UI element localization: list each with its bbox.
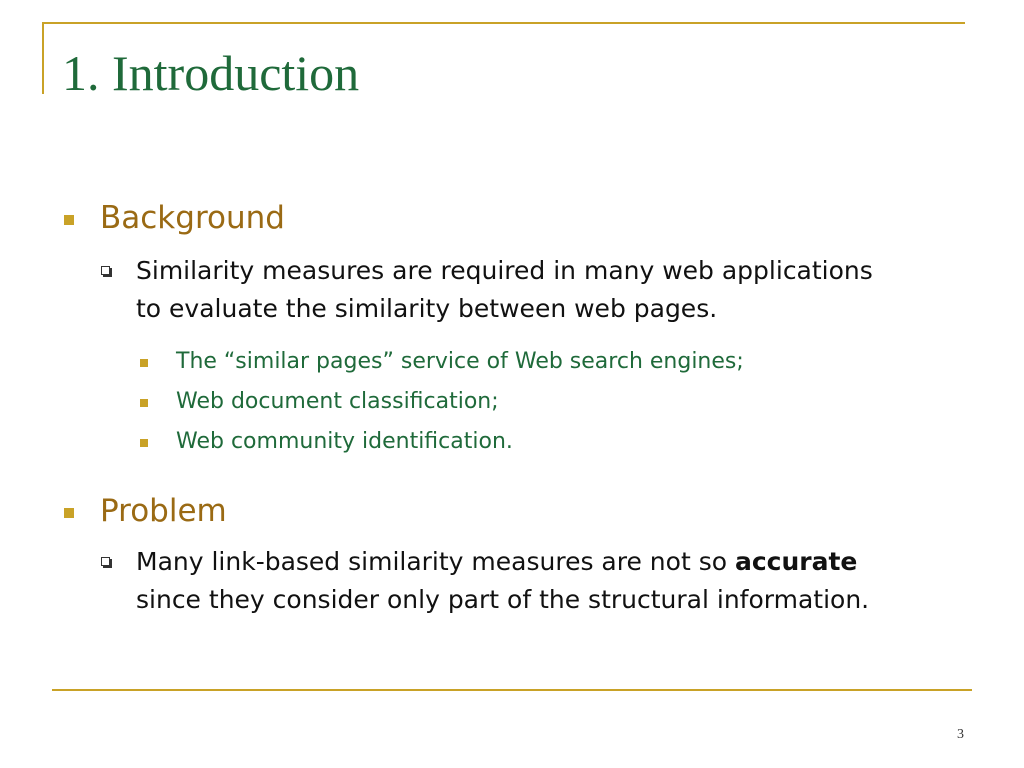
square-bullet-icon <box>64 508 74 518</box>
background-point-line-1: Similarity measures are required in many web applications <box>136 256 873 285</box>
slide-title: 1. Introduction <box>62 45 360 101</box>
slide-frame-top-rule <box>42 22 965 24</box>
section-heading-background: Background <box>100 200 285 236</box>
square-bullet-icon <box>140 359 148 367</box>
hollow-square-bullet-icon <box>101 557 110 566</box>
background-point-line-2: to evaluate the similarity between web pages. <box>136 294 718 323</box>
square-bullet-icon <box>64 215 74 225</box>
section-heading-problem: Problem <box>100 493 227 529</box>
subpoint-doc-classification: Web document classification; <box>176 389 499 414</box>
square-bullet-icon <box>140 399 148 407</box>
hollow-square-bullet-icon <box>101 266 110 275</box>
slide-frame-left-rule <box>42 22 44 94</box>
page-number: 3 <box>957 727 964 742</box>
problem-point-line-2: since they consider only part of the structural information. <box>136 585 870 614</box>
problem-point-text: Many link-based similarity measures are not so <box>136 547 735 576</box>
slide-footer-rule <box>52 689 972 691</box>
subpoint-similar-pages: The “similar pages” service of Web search engines; <box>176 349 744 374</box>
problem-point-line-1 <box>136 543 857 581</box>
emphasis-accurate: accurate <box>734 547 858 576</box>
square-bullet-icon <box>140 439 148 447</box>
subpoint-community-identification: Web community identification. <box>176 429 513 454</box>
